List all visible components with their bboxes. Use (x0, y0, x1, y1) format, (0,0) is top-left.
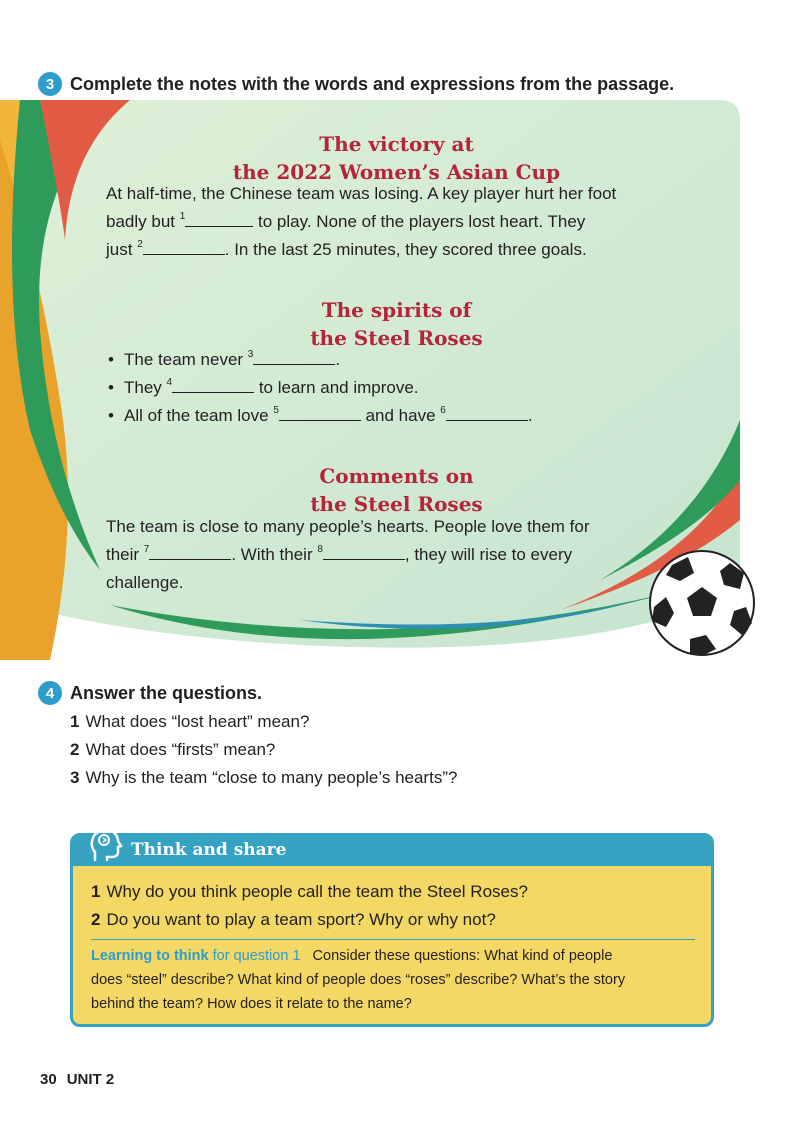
list-item: 1 Why do you think people call the team the Steel Roses? (91, 882, 528, 901)
section-title-spirits: The spirits of the Steel Roses (310, 298, 483, 350)
learning-to-think-note: Learning to think for question 1 Consider these questions: What kind of people does “steel” describe? What kind of people does “roses” describe? What’s the story behind the team? How does it relate to the name? (91, 948, 626, 1012)
exercise-number-badge: 4 (38, 681, 62, 705)
section-title-victory: The victory at the 2022 Women’s Asian Cup (232, 132, 561, 184)
section-comments-text: The team is close to many people’s hearts. People love them for their $^7$ . With their $^8$ , they will rise to every challenge. (106, 517, 590, 592)
section-title-comments: Comments on the Steel Roses (310, 464, 483, 516)
exercise-4-heading (38, 681, 262, 705)
answer-blank-4[interactable] (172, 378, 254, 393)
list-item: 1 What does “lost heart” mean? (70, 712, 310, 731)
list-item: • All of the team love $^5$ and have $^6$ . (106, 402, 533, 430)
list-item: 2 What does “firsts” mean? (70, 740, 276, 759)
page-footer (40, 1071, 114, 1088)
answer-blank-3[interactable] (253, 350, 335, 365)
list-item: • The team never $^3$ . (106, 346, 533, 374)
think-and-share-header (73, 836, 711, 866)
exercise-3-instruction: Complete the notes with the words and expressions from the passage. (70, 73, 675, 94)
answer-blank-6[interactable] (446, 406, 528, 421)
section-victory-text: At half-time, the Chinese team was losing. A key player hurt her foot badly but $^1$ to play. None of the players lost heart. They just $^2$ . In the last 25 minutes, they scored three goals. (106, 184, 617, 259)
list-item: • They $^4$ to learn and improve. (106, 374, 533, 402)
spirits-bullet-list (106, 346, 533, 430)
think-and-share-questions (91, 878, 528, 934)
answer-blank-1[interactable] (185, 212, 253, 227)
divider (91, 939, 695, 940)
list-item: 2 Do you want to play a team sport? Why or why not? (91, 910, 496, 929)
think-and-share-box (70, 833, 714, 1027)
unit-label: UNIT 2 (66, 1071, 115, 1088)
learning-to-think-label: Learning to think (91, 948, 209, 964)
answer-blank-2[interactable] (143, 240, 225, 255)
page-number: 30 (40, 1071, 57, 1088)
answer-blank-7[interactable] (149, 545, 231, 560)
exercise-3-heading (38, 72, 674, 96)
exercise-number-badge: 3 (38, 72, 62, 96)
notes-panel (0, 100, 793, 660)
exercise-4-questions (70, 708, 457, 792)
think-and-share-title: Think and share (131, 840, 287, 860)
thinking-head-icon (87, 826, 127, 866)
exercise-4-instruction: Answer the questions. (70, 682, 263, 703)
answer-blank-5[interactable] (279, 406, 361, 421)
list-item: 3 Why is the team “close to many people’s hearts”? (70, 768, 458, 787)
answer-blank-8[interactable] (323, 545, 405, 560)
